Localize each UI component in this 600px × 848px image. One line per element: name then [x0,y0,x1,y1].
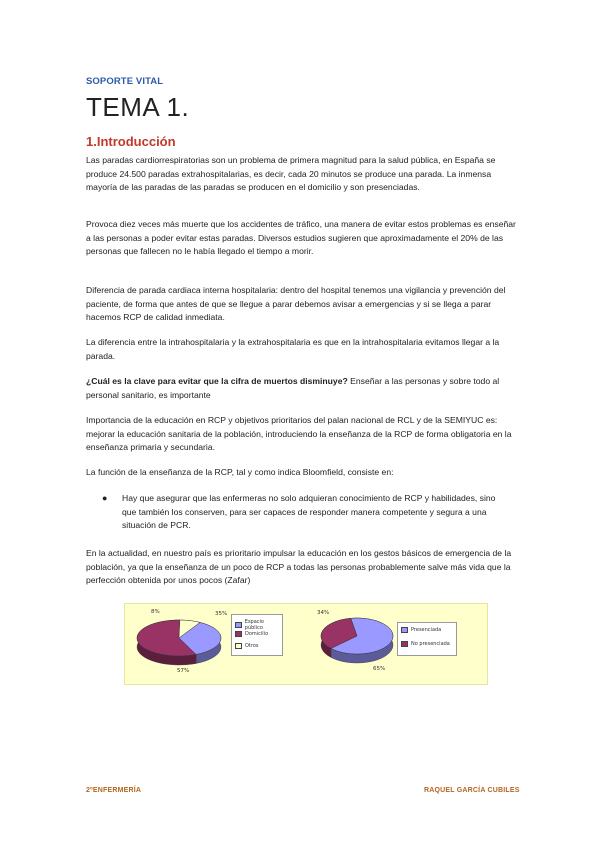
header-kicker: SOPORTE VITAL [86,76,164,87]
legend-label: Domicilio [245,631,269,637]
legend-swatch-icon [401,641,408,647]
data-label: 35% [215,611,228,617]
section-heading: 1.Introducción [86,134,176,149]
paragraph-4: La diferencia entre la intrahospitalaria y la extrahospitalaria es que en la intrahospitalaria evitamos llegar a la parada. [86,337,500,361]
footer-right: RAQUEL GARCÍA CUBILES [424,787,520,794]
legend-item [235,619,282,631]
legend-label: Otros [245,643,259,649]
paragraph-2: Provoca diez veces más muerte que los accidentes de tráfico, una manera de evitar estos problemas es enseñar a las personas a poder evitar estas paradas. Diversos estudios sugieren que aproximadamente el 20% de las personas que fallecen no le había llegado el tiempo a morir. [86,219,516,257]
data-label: 8% [151,609,160,615]
paragraph-6: La función de la enseñanza de la RCP, tal y como indica Bloomfield, consiste en: [86,467,394,477]
data-label: 65% [373,666,386,672]
legend-swatch-icon [235,643,242,649]
legend-item [401,641,450,647]
bullet-item [104,492,499,533]
bullet-dot-icon: ● [102,493,108,503]
legend-item [401,627,441,633]
pie-chart-witnessed [313,604,403,684]
question-rest: Enseñar a las personas y sobre todo al personal sanitario, es importante [86,376,500,400]
paragraph-1: Las paradas cardiorrespiratorias son un problema de primera magnitud para la salud pública, en España se produce 24.500 paradas extrahospitalarias, es decir, cada 20 minutos se produce una parada. La inmensa mayoría de las paradas de las paradas se producen en el domicilio y son presenciadas. [86,155,496,193]
legend-swatch-icon [401,627,408,633]
legend-witnessed [397,622,457,656]
legend-label: Espacio público [244,619,264,631]
legend-item [235,631,268,637]
legend-swatch-icon [235,631,242,637]
legend-label: Presenciada [411,627,442,633]
page-title: TEMA 1. [86,92,190,122]
question-bold: ¿Cuál es la clave para evitar que la cifra de muertos disminuye? [86,376,348,386]
question-paragraph [86,375,518,402]
legend-swatch-icon [235,622,242,628]
bullet-text: Hay que asegurar que las enfermeras no solo adquieran conocimiento de RCP y habilidades, sino que también los conserven, para ser capaces de responder manera competente y segura a una situación de PCR. [122,493,496,531]
data-label: 34% [317,610,330,616]
data-label: 57% [177,668,190,674]
figure-charts [124,603,488,685]
legend-item [235,643,259,649]
paragraph-3: Diferencia de parada cardiaca interna hospitalaria: dentro del hospital tenemos una vigilancia y prevención del paciente, de forma que antes de que se llegue a parar debemos avisar a emergencias y si se llega a parar hacemos RCP de calidad inmediata. [86,285,506,323]
closing-paragraph: En la actualidad, en nuestro país es prioritario impulsar la educación en los gestos básicos de emergencia de la población, ya que la enseñanza de un poco de RCP a todas las personas probablemente salve más vida que la perfección obtenida por unos pocos (Zafar) [86,548,512,586]
paragraph-5: Importancia de la educación en RCP y objetivos prioritarios del palan nacional de RCL y de la SEMIYUC es: mejorar la educación sanitaria de la población, introduciendo la enseñanza de la RCP de forma obligatoria en la enseñanza primaria y secundaria. [86,415,512,453]
footer-left: 2ºENFERMERÍA [86,787,142,794]
legend-location [231,614,283,656]
legend-label: No presenciada [411,641,450,647]
